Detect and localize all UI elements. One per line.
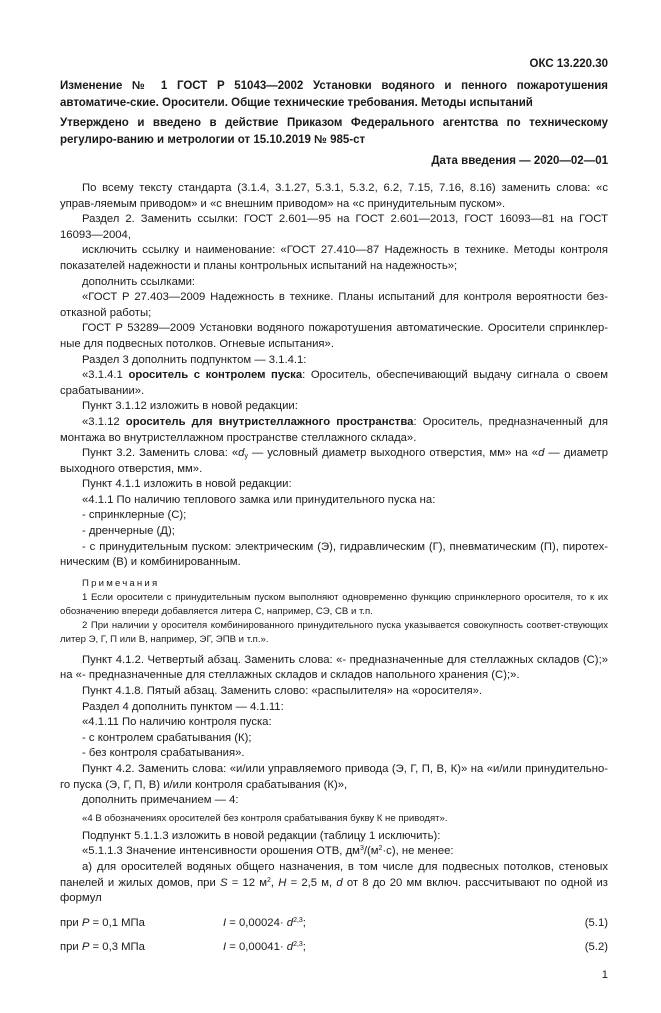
text: — диаметр выходного отверстия, мм». bbox=[60, 447, 609, 475]
text: от 8 до 20 мм включ. рассчитывают по одной из формул bbox=[60, 876, 608, 905]
paragraph bbox=[60, 446, 608, 477]
list-item: - с контролем срабатывания (К); bbox=[82, 731, 252, 744]
paragraph bbox=[60, 844, 608, 860]
superscript: 2 bbox=[267, 876, 271, 884]
text: «3.1.12 bbox=[82, 415, 126, 428]
defined-term: ороситель для внутристеллажного пространства bbox=[125, 415, 414, 428]
paragraph: Подпункт 5.1.1.3 изложить в новой редакции (таблицу 1 исключить): bbox=[82, 829, 441, 842]
effective-date: Дата введения — 2020—02—01 bbox=[431, 155, 608, 167]
formula-number: (5.2) bbox=[584, 940, 608, 953]
approval-statement: Утверждено и введено в действие Приказом Федерального агентства по техническому регулиро-ванию и метрологии от 15.10.2019 № 985-ст bbox=[60, 117, 608, 146]
list-item: - дренчерные (Д); bbox=[82, 525, 175, 538]
text: = 0,3 МПа bbox=[89, 940, 145, 953]
paragraph: исключить ссылку и наименование: «ГОСТ 27.410—87 Надежность в технике. Методы контроля показателей надежности и планы контрольных испытаний на надежность»; bbox=[60, 244, 608, 272]
text: ·с), не менее: bbox=[382, 845, 454, 858]
var: d bbox=[286, 916, 294, 929]
var: d bbox=[538, 447, 545, 460]
var: P bbox=[81, 916, 90, 929]
note: «4 В обозначениях оросителей без контроля срабатывания букву К не приводят». bbox=[82, 812, 448, 824]
paragraph: «4.1.11 По наличию контроля пуска: bbox=[82, 716, 272, 729]
defined-term: ороситель с контролем пуска bbox=[128, 369, 303, 382]
paragraph: дополнить примечанием — 4: bbox=[82, 794, 239, 807]
paragraph: «4.1.1 По наличию теплового замка или принудительного пуска на: bbox=[82, 493, 436, 506]
list-item: - спринклерные (С); bbox=[82, 509, 187, 522]
paragraph: Пункт 4.1.1 изложить в новой редакции: bbox=[82, 478, 292, 491]
text: при bbox=[60, 916, 82, 929]
exponent: 2,3 bbox=[293, 916, 303, 924]
formula-expression bbox=[223, 913, 548, 933]
document-body bbox=[60, 181, 608, 957]
list-item: - без контроля срабатывания». bbox=[82, 747, 245, 760]
text: — условный диаметр выходного отверстия, мм» на « bbox=[247, 447, 539, 460]
paragraph: По всему тексту стандарта (3.1.4, 3.1.27, 5.3.1, 5.3.2, 6.2, 7.15, 7.16, 8.16) заменить слова: «с управ-ляемым приводом» и «с внешним приводом» на «с принудительным пуском». bbox=[60, 182, 608, 210]
paragraph: «ГОСТ Р 27.403—2009 Надежность в технике. Планы испытаний для контроля вероятности без-отказной работы; bbox=[60, 291, 608, 319]
definition-paragraph bbox=[60, 415, 608, 446]
text: , bbox=[270, 876, 279, 889]
text: ; bbox=[302, 916, 306, 929]
superscript: 3 bbox=[359, 845, 364, 853]
text: Пункт 3.2. Заменить слова: « bbox=[82, 447, 239, 460]
text: = 0,1 МПа bbox=[89, 916, 145, 929]
var: I bbox=[223, 940, 227, 953]
paragraph: Раздел 2. Заменить ссылки: ГОСТ 2.601—95 на ГОСТ 2.601—2013, ГОСТ 16093—81 на ГОСТ 16093—2004, bbox=[60, 213, 608, 241]
formula-row bbox=[60, 913, 608, 933]
text: «5.1.1.3 Значение интенсивности орошения ОТВ, дм bbox=[82, 845, 360, 858]
note: 1 Если оросители с принудительным пуском выполняют одновременно функцию спринклерного оросителя, то к их обозначению впереди добавляется литера С, например, СЭ, СВ и т.п. bbox=[60, 591, 608, 617]
oks-code: ОКС 13.220.30 bbox=[529, 58, 608, 70]
var: d bbox=[286, 940, 294, 953]
text: = 12 м bbox=[227, 876, 267, 889]
paragraph: Пункт 3.1.12 изложить в новой редакции: bbox=[82, 400, 298, 413]
text: ; bbox=[302, 940, 306, 953]
definition-paragraph bbox=[60, 368, 608, 399]
formula-condition bbox=[60, 937, 223, 957]
formula-number: (5.1) bbox=[584, 916, 608, 929]
paragraph: Раздел 3 дополнить подпунктом — 3.1.4.1: bbox=[82, 353, 307, 366]
var: S bbox=[219, 876, 228, 889]
superscript: 2 bbox=[378, 845, 383, 853]
paragraph: ГОСТ Р 53289—2009 Установки водяного пожаротушения автоматические. Оросители спринклер-ные для подвесных потолков. Огневые испытания». bbox=[60, 322, 608, 350]
text: а) для оросителей водяных общего назначения, в том числе для подвесных потолков, стеновых панелей и жилых домов, при bbox=[60, 860, 608, 889]
paragraph: Пункт 4.2. Заменить слова: «и/или управляемого привода (Э, Г, П, В, К)» на «и/или принудительно-го пуска (Э, Г, П, В) и/или контроля срабатывания (К)», bbox=[60, 763, 608, 791]
exponent: 2,3 bbox=[293, 940, 303, 948]
list-item: - с принудительным пуском: электрическим (Э), гидравлическим (Г), пневматическим (П), пиротех-ническим (В) и комбинированным. bbox=[60, 540, 608, 569]
var: H bbox=[278, 876, 287, 889]
formula-row bbox=[60, 937, 608, 957]
text: = 0,00024· bbox=[226, 916, 287, 929]
paragraph bbox=[60, 860, 608, 907]
var: I bbox=[223, 916, 227, 929]
formula-condition bbox=[60, 913, 223, 933]
text: при bbox=[60, 940, 82, 953]
text: /(м bbox=[363, 845, 379, 858]
paragraph: Пункт 4.1.8. Пятый абзац. Заменить слово: «распылителя» на «оросителя». bbox=[82, 685, 483, 698]
document-page bbox=[60, 0, 608, 1013]
text: = 2,5 м, bbox=[286, 876, 337, 889]
paragraph: Раздел 4 дополнить пунктом — 4.1.11: bbox=[82, 700, 284, 713]
text: : Ороситель, обеспечивающий выдачу сигнала о своем срабатывании». bbox=[60, 369, 608, 397]
notes-heading: Примечания bbox=[82, 577, 160, 589]
text: = 0,00041· bbox=[226, 940, 287, 953]
text: «3.1.4.1 bbox=[82, 369, 129, 382]
text: : Ороситель, предназначенный для монтажа во внутристеллажном пространстве стеллажного склада». bbox=[60, 415, 608, 444]
var: d bbox=[336, 876, 343, 889]
amendment-title: Изменение № 1 ГОСТ Р 51043—2002 Установки водяного и пенного пожаротушения автоматиче-ские. Оросители. Общие технические требования. Методы испытаний bbox=[60, 80, 608, 109]
var: P bbox=[81, 940, 90, 953]
subscript: y bbox=[244, 453, 248, 461]
note: 2 При наличии у оросителя комбинированного принудительного пуска указывается совокупность соответ-ствующих литер Э, Г, П или В, например, ЭГ, ЭПВ и т.п.». bbox=[60, 619, 608, 645]
paragraph: дополнить ссылками: bbox=[82, 275, 196, 288]
var: d bbox=[238, 447, 245, 460]
paragraph: Пункт 4.1.2. Четвертый абзац. Заменить слова: «- предназначенные для стеллажных складов (С);» на «- предназначенные для стеллажных складов и складов напольного хранения (С);». bbox=[60, 653, 608, 682]
formula-expression bbox=[223, 937, 548, 957]
page-number: 1 bbox=[601, 968, 608, 981]
